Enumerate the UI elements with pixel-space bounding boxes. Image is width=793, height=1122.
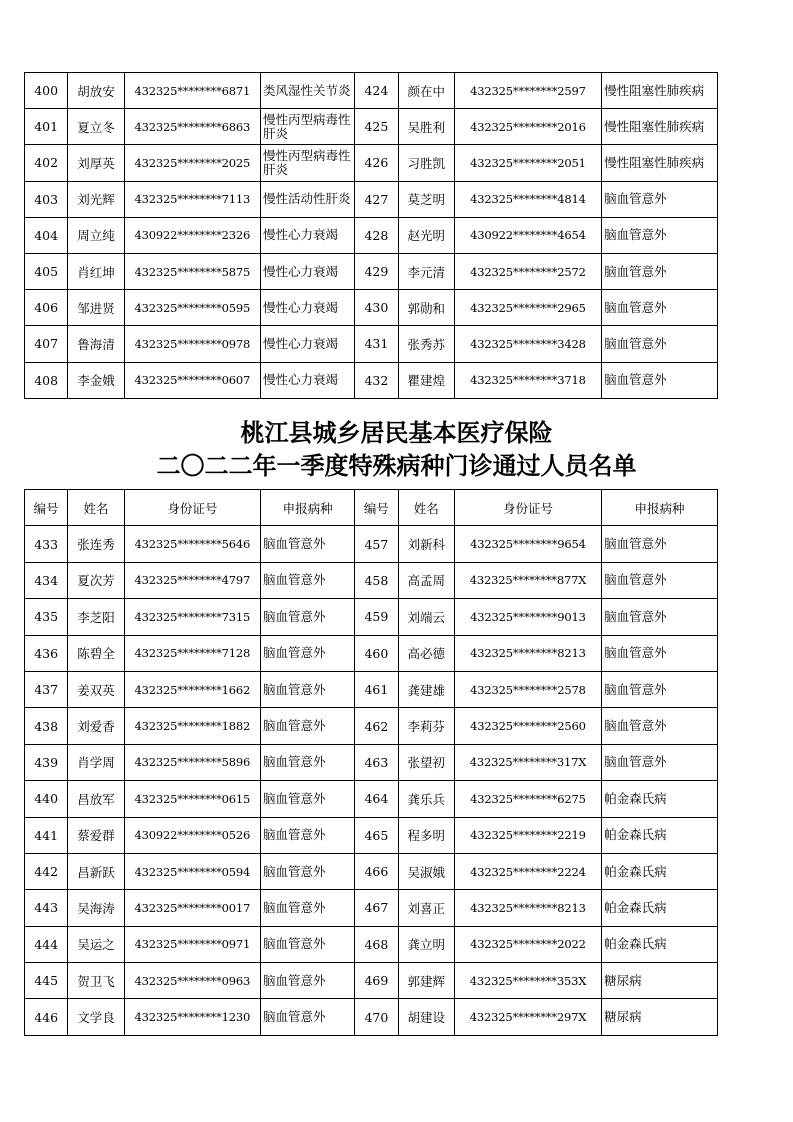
cell-id: 432325********2597 xyxy=(454,73,601,109)
cell-disease: 慢性心力衰竭 xyxy=(261,326,355,362)
cell-no: 460 xyxy=(355,635,398,671)
cell-id: 432325********4814 xyxy=(454,181,601,217)
cell-no: 434 xyxy=(25,562,68,598)
cell-disease: 帕金森氏病 xyxy=(602,890,718,926)
cell-no: 470 xyxy=(355,999,398,1035)
cell-id: 432325********5896 xyxy=(124,744,260,780)
cell-name: 李莉芬 xyxy=(398,708,454,744)
cell-no: 446 xyxy=(25,999,68,1035)
cell-id: 432325********0594 xyxy=(124,853,260,889)
cell-disease: 脑血管意外 xyxy=(261,635,355,671)
cell-no: 467 xyxy=(355,890,398,926)
header-name: 姓名 xyxy=(68,490,124,526)
cell-id: 432325********1230 xyxy=(124,999,260,1035)
cell-disease: 慢性阻塞性肺疾病 xyxy=(602,73,718,109)
cell-id: 432325********297X xyxy=(454,999,601,1035)
cell-no: 441 xyxy=(25,817,68,853)
cell-id: 432325********2051 xyxy=(454,145,601,181)
table-row xyxy=(25,599,718,635)
bottom-table xyxy=(24,489,718,1036)
table-row xyxy=(25,526,718,562)
cell-disease: 糖尿病 xyxy=(602,999,718,1035)
cell-disease: 脑血管意外 xyxy=(602,744,718,780)
cell-disease: 脑血管意外 xyxy=(602,526,718,562)
cell-no: 425 xyxy=(355,109,398,145)
top-table xyxy=(24,72,718,399)
cell-id: 432325********8213 xyxy=(454,635,601,671)
bottom-table-body xyxy=(25,526,718,1035)
cell-no: 440 xyxy=(25,781,68,817)
cell-id: 432325********2560 xyxy=(454,708,601,744)
cell-no: 466 xyxy=(355,853,398,889)
cell-name: 张连秀 xyxy=(68,526,124,562)
cell-name: 程多明 xyxy=(398,817,454,853)
cell-id: 432325********2965 xyxy=(454,290,601,326)
cell-name: 吴运之 xyxy=(68,926,124,962)
cell-no: 433 xyxy=(25,526,68,562)
cell-disease: 帕金森氏病 xyxy=(602,781,718,817)
title-line-2: 二〇二二年一季度特殊病种门诊通过人员名单 xyxy=(156,452,637,480)
cell-id: 432325********6275 xyxy=(454,781,601,817)
cell-id: 432325********5646 xyxy=(124,526,260,562)
cell-id: 432325********8213 xyxy=(454,890,601,926)
cell-id: 432325********7128 xyxy=(124,635,260,671)
cell-no: 465 xyxy=(355,817,398,853)
cell-disease: 脑血管意外 xyxy=(602,599,718,635)
cell-id: 432325********1882 xyxy=(124,708,260,744)
cell-id: 432325********877X xyxy=(454,562,601,598)
table-row xyxy=(25,853,718,889)
table-row xyxy=(25,562,718,598)
cell-disease: 帕金森氏病 xyxy=(602,817,718,853)
cell-disease: 脑血管意外 xyxy=(261,817,355,853)
cell-no: 469 xyxy=(355,963,398,999)
cell-name: 贺卫飞 xyxy=(68,963,124,999)
cell-name: 吴海涛 xyxy=(68,890,124,926)
cell-disease: 脑血管意外 xyxy=(261,890,355,926)
cell-name: 龚乐兵 xyxy=(398,781,454,817)
cell-name: 刘光辉 xyxy=(68,181,124,217)
cell-name: 夏立冬 xyxy=(68,109,124,145)
cell-name: 胡建设 xyxy=(398,999,454,1035)
cell-no: 457 xyxy=(355,526,398,562)
cell-id: 432325********0615 xyxy=(124,781,260,817)
header-id: 身份证号 xyxy=(124,490,260,526)
cell-name: 颜在中 xyxy=(398,73,454,109)
cell-no: 431 xyxy=(355,326,398,362)
cell-disease: 脑血管意外 xyxy=(602,671,718,707)
cell-disease: 慢性心力衰竭 xyxy=(261,290,355,326)
table-row xyxy=(25,926,718,962)
header-id: 身份证号 xyxy=(454,490,601,526)
header-no: 编号 xyxy=(25,490,68,526)
table-row xyxy=(25,671,718,707)
cell-name: 文学良 xyxy=(68,999,124,1035)
table-row xyxy=(25,817,718,853)
table-row xyxy=(25,963,718,999)
cell-id: 432325********7315 xyxy=(124,599,260,635)
cell-id: 432325********317X xyxy=(454,744,601,780)
cell-id: 430922********0526 xyxy=(124,817,260,853)
table-row xyxy=(25,744,718,780)
cell-disease: 慢性阻塞性肺疾病 xyxy=(602,109,718,145)
cell-id: 432325********0595 xyxy=(124,290,260,326)
cell-name: 瞿建煌 xyxy=(398,362,454,398)
cell-disease: 慢性心力衰竭 xyxy=(261,362,355,398)
table-row xyxy=(25,326,718,362)
cell-name: 姜双英 xyxy=(68,671,124,707)
cell-name: 肖红坤 xyxy=(68,253,124,289)
table-row xyxy=(25,253,718,289)
header-no: 编号 xyxy=(355,490,398,526)
cell-id: 432325********0607 xyxy=(124,362,260,398)
cell-id: 432325********2025 xyxy=(124,145,260,181)
cell-name: 夏次芳 xyxy=(68,562,124,598)
cell-id: 432325********2022 xyxy=(454,926,601,962)
table-row xyxy=(25,362,718,398)
table-row xyxy=(25,708,718,744)
cell-no: 468 xyxy=(355,926,398,962)
cell-no: 429 xyxy=(355,253,398,289)
cell-name: 周立纯 xyxy=(68,217,124,253)
cell-disease: 脑血管意外 xyxy=(261,999,355,1035)
title-line-1: 桃江县城乡居民基本医疗保险 xyxy=(240,419,553,447)
cell-disease: 慢性丙型病毒性肝炎 xyxy=(261,109,355,145)
table-row xyxy=(25,781,718,817)
cell-disease: 脑血管意外 xyxy=(602,217,718,253)
cell-no: 428 xyxy=(355,217,398,253)
cell-id: 432325********1662 xyxy=(124,671,260,707)
cell-name: 龚建雄 xyxy=(398,671,454,707)
cell-disease: 慢性活动性肝炎 xyxy=(261,181,355,217)
cell-name: 李元清 xyxy=(398,253,454,289)
cell-name: 刘喜正 xyxy=(398,890,454,926)
cell-id: 432325********6863 xyxy=(124,109,260,145)
cell-no: 444 xyxy=(25,926,68,962)
table-row xyxy=(25,181,718,217)
cell-name: 邹进贤 xyxy=(68,290,124,326)
cell-name: 胡放安 xyxy=(68,73,124,109)
cell-disease: 帕金森氏病 xyxy=(602,853,718,889)
cell-disease: 脑血管意外 xyxy=(261,781,355,817)
cell-no: 463 xyxy=(355,744,398,780)
cell-id: 432325********2572 xyxy=(454,253,601,289)
cell-name: 昌放军 xyxy=(68,781,124,817)
cell-disease: 慢性丙型病毒性肝炎 xyxy=(261,145,355,181)
top-table-body xyxy=(25,73,718,399)
cell-no: 424 xyxy=(355,73,398,109)
cell-name: 李芝阳 xyxy=(68,599,124,635)
cell-no: 438 xyxy=(25,708,68,744)
cell-name: 张秀苏 xyxy=(398,326,454,362)
cell-no: 437 xyxy=(25,671,68,707)
cell-no: 408 xyxy=(25,362,68,398)
cell-no: 426 xyxy=(355,145,398,181)
cell-no: 427 xyxy=(355,181,398,217)
cell-name: 昌新跃 xyxy=(68,853,124,889)
cell-no: 442 xyxy=(25,853,68,889)
header-disease: 申报病种 xyxy=(602,490,718,526)
cell-disease: 脑血管意外 xyxy=(602,253,718,289)
cell-disease: 脑血管意外 xyxy=(261,671,355,707)
cell-id: 432325********4797 xyxy=(124,562,260,598)
cell-name: 吴胜利 xyxy=(398,109,454,145)
cell-no: 445 xyxy=(25,963,68,999)
header-disease: 申报病种 xyxy=(261,490,355,526)
cell-no: 406 xyxy=(25,290,68,326)
cell-no: 400 xyxy=(25,73,68,109)
cell-name: 陈碧全 xyxy=(68,635,124,671)
cell-no: 459 xyxy=(355,599,398,635)
table-row xyxy=(25,109,718,145)
cell-disease: 脑血管意外 xyxy=(261,708,355,744)
cell-disease: 慢性心力衰竭 xyxy=(261,253,355,289)
cell-no: 407 xyxy=(25,326,68,362)
cell-no: 401 xyxy=(25,109,68,145)
header-name: 姓名 xyxy=(398,490,454,526)
cell-disease: 慢性心力衰竭 xyxy=(261,217,355,253)
cell-no: 404 xyxy=(25,217,68,253)
cell-no: 405 xyxy=(25,253,68,289)
cell-id: 432325********9013 xyxy=(454,599,601,635)
cell-no: 436 xyxy=(25,635,68,671)
cell-name: 习胜凯 xyxy=(398,145,454,181)
cell-disease: 脑血管意外 xyxy=(602,290,718,326)
cell-disease: 脑血管意外 xyxy=(602,635,718,671)
cell-no: 403 xyxy=(25,181,68,217)
cell-disease: 脑血管意外 xyxy=(261,562,355,598)
cell-no: 462 xyxy=(355,708,398,744)
cell-name: 刘爱香 xyxy=(68,708,124,744)
table-row xyxy=(25,217,718,253)
cell-disease: 类风湿性关节炎 xyxy=(261,73,355,109)
cell-no: 458 xyxy=(355,562,398,598)
table-row xyxy=(25,290,718,326)
cell-no: 464 xyxy=(355,781,398,817)
cell-name: 李金娥 xyxy=(68,362,124,398)
cell-disease: 脑血管意外 xyxy=(602,181,718,217)
table-row xyxy=(25,999,718,1035)
cell-name: 肖学周 xyxy=(68,744,124,780)
cell-id: 430922********2326 xyxy=(124,217,260,253)
cell-no: 443 xyxy=(25,890,68,926)
cell-id: 432325********7113 xyxy=(124,181,260,217)
cell-id: 432325********0978 xyxy=(124,326,260,362)
cell-no: 461 xyxy=(355,671,398,707)
cell-id: 430922********4654 xyxy=(454,217,601,253)
cell-disease: 脑血管意外 xyxy=(602,708,718,744)
table-row xyxy=(25,145,718,181)
cell-disease: 脑血管意外 xyxy=(261,744,355,780)
cell-name: 张望初 xyxy=(398,744,454,780)
cell-disease: 脑血管意外 xyxy=(261,853,355,889)
cell-id: 432325********2224 xyxy=(454,853,601,889)
cell-no: 439 xyxy=(25,744,68,780)
cell-name: 高孟周 xyxy=(398,562,454,598)
cell-id: 432325********5875 xyxy=(124,253,260,289)
cell-name: 郭勋和 xyxy=(398,290,454,326)
cell-id: 432325********3428 xyxy=(454,326,601,362)
cell-disease: 帕金森氏病 xyxy=(602,926,718,962)
cell-disease: 脑血管意外 xyxy=(261,526,355,562)
cell-name: 刘端云 xyxy=(398,599,454,635)
cell-id: 432325********6871 xyxy=(124,73,260,109)
cell-no: 402 xyxy=(25,145,68,181)
cell-id: 432325********0971 xyxy=(124,926,260,962)
cell-disease: 脑血管意外 xyxy=(261,926,355,962)
cell-name: 鲁海清 xyxy=(68,326,124,362)
cell-disease: 糖尿病 xyxy=(602,963,718,999)
cell-name: 高必德 xyxy=(398,635,454,671)
cell-id: 432325********9654 xyxy=(454,526,601,562)
cell-no: 435 xyxy=(25,599,68,635)
cell-name: 郭建辉 xyxy=(398,963,454,999)
table-header-row xyxy=(25,490,718,526)
cell-name: 莫芝明 xyxy=(398,181,454,217)
cell-id: 432325********0963 xyxy=(124,963,260,999)
cell-name: 刘厚英 xyxy=(68,145,124,181)
cell-disease: 脑血管意外 xyxy=(261,963,355,999)
cell-name: 蔡爱群 xyxy=(68,817,124,853)
cell-no: 430 xyxy=(355,290,398,326)
cell-no: 432 xyxy=(355,362,398,398)
table-row xyxy=(25,635,718,671)
table-row xyxy=(25,73,718,109)
cell-name: 刘新科 xyxy=(398,526,454,562)
cell-disease: 慢性阻塞性肺疾病 xyxy=(602,145,718,181)
cell-disease: 脑血管意外 xyxy=(602,362,718,398)
cell-disease: 脑血管意外 xyxy=(261,599,355,635)
cell-name: 赵光明 xyxy=(398,217,454,253)
cell-id: 432325********0017 xyxy=(124,890,260,926)
table-row xyxy=(25,890,718,926)
cell-id: 432325********2219 xyxy=(454,817,601,853)
cell-disease: 脑血管意外 xyxy=(602,326,718,362)
cell-id: 432325********2578 xyxy=(454,671,601,707)
cell-name: 龚立明 xyxy=(398,926,454,962)
cell-id: 432325********353X xyxy=(454,963,601,999)
cell-id: 432325********2016 xyxy=(454,109,601,145)
cell-id: 432325********3718 xyxy=(454,362,601,398)
cell-disease: 脑血管意外 xyxy=(602,562,718,598)
cell-name: 吴淑娥 xyxy=(398,853,454,889)
